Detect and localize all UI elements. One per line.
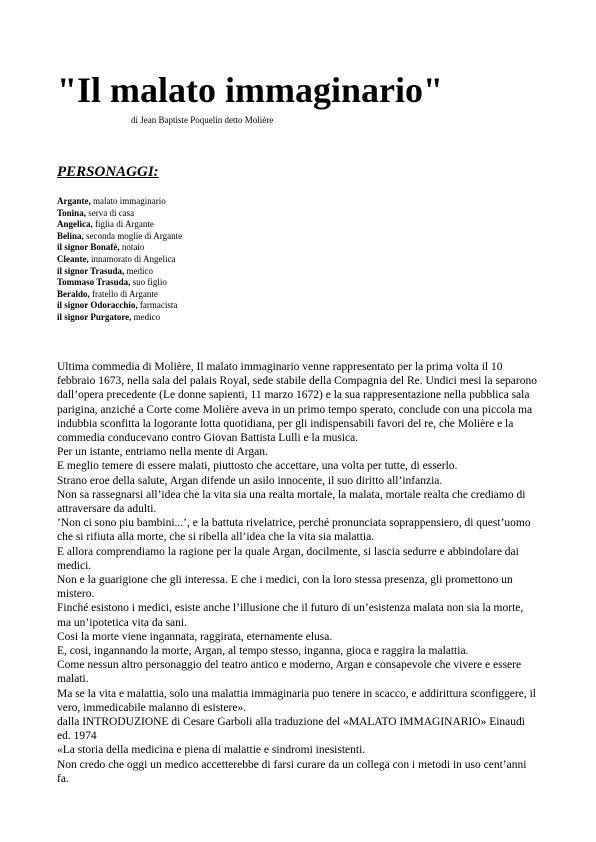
character-role: malato immaginario [90, 196, 166, 206]
character-item [57, 289, 182, 301]
body-paragraph: Per un istante, entriamo nella mente di Argan. [57, 446, 268, 459]
character-item [57, 277, 182, 289]
character-role: farmacista [137, 300, 178, 311]
body-paragraph: Non e la guarigione che gli interessa. E che i medici, con la loro stessa presenza, gli promettono un mistero. [57, 574, 513, 601]
character-role: notaio [119, 242, 145, 253]
character-name: il signor Odoracchio, [57, 300, 138, 311]
character-name: Cleante, [57, 253, 89, 264]
body-paragraph: Ultima commedia di Molière, Il malato immaginario venne rappresentato per la prima volta il 10 febbraio 1673, nella sala del palais Royal, sede stabile della Compagnia del Re. Undici mesi la separono dall’opera precedente (Le donne sapienti, 11 marzo 1672) e la sua rappresentazione nella pubblica sala parigina, anziché a Corte come Molière aveva in un primo tempo sperato, conclude con una piccola ma indubbia sconfitta la logorante lotta quotidiana, per gli indispensabili favori del re, che Molière e la commedia conducevano contro Giovan Battista Lulli e la musica. [57, 361, 537, 445]
character-name: il signor Bonafè, [57, 242, 120, 253]
character-name: Angelica, [57, 219, 93, 230]
character-name: Tonina, [57, 207, 86, 218]
character-role: innamorato di Angelica [88, 253, 176, 264]
body-paragraph: Ma se la vita e malattia, solo una malattia immaginaria puo tenere in scacco, e addirittura sconfiggere, il vero, immedicabile malanno di esistere». [57, 687, 536, 714]
character-name: Beraldo, [57, 288, 90, 299]
body-paragraph: Come nessun altro personaggio del teatro antico e moderno, Argan e consapevole che vivere e essere malati. [57, 659, 522, 686]
body-paragraph: Finché esistono i medici, esiste anche l’illusione che il futuro di un’esistenza malata non sia la morte, ma un’ipotetica vita da sani. [57, 602, 524, 629]
body-paragraph: ’Non ci sono piu bambini...’, e la battuta rivelatrice, perché pronunciata soprappensiero, di quest’uomo che si rifiuta alla morte, che si ribella all’idea che la vita sia malattia. [57, 517, 531, 544]
character-role: medico [131, 311, 161, 322]
character-name: Tommaso Trasuda, [57, 277, 131, 288]
character-item [57, 219, 182, 231]
characters-list [57, 196, 182, 324]
character-role: suo figlio [130, 277, 167, 288]
characters-heading: PERSONAGGI: [57, 164, 159, 180]
character-item [57, 300, 182, 312]
body-paragraph: «La storia della medicina e piena di malattie e sindromi inesistenti. [57, 744, 366, 757]
body-paragraph: E, cosi, ingannando la morte, Argan, al tempo stesso, inganna, gioca e raggira la malattia. [57, 645, 469, 658]
character-name: il signor Trasuda, [57, 265, 125, 276]
introduction-text [57, 360, 537, 786]
body-paragraph: Cosi la morte viene ingannata, raggirata, eternamente elusa. [57, 630, 333, 643]
character-role: seconda moglie di Argante [83, 230, 183, 241]
character-item [57, 231, 182, 243]
author-subtitle: di Jean Baptiste Poquelin detto Molière [131, 115, 274, 125]
document-title: "Il malato immaginario" [57, 70, 443, 110]
source-citation: dalla INTRODUZIONE di Cesare Garboli alla traduzione del «MALATO IMMAGINARIO» Einaudi ed. 1974 [57, 716, 525, 743]
character-name: il signor Purgatore, [57, 311, 132, 322]
character-role: serva di casa [85, 207, 135, 218]
character-item [57, 312, 182, 324]
character-item [57, 266, 182, 278]
character-role: medico [124, 265, 154, 276]
character-name: Argante, [57, 196, 91, 206]
character-item [57, 254, 182, 266]
character-item [57, 196, 182, 208]
character-role: fratello di Argante [89, 288, 158, 299]
body-paragraph: Non sa rassegnarsi all’idea che la vita sia una realta mortale, la malata, mortale realta che crediamo di attraversare da adulti. [57, 488, 526, 516]
body-paragraph: Strano eroe della salute, Argan difende un asilo innocente, il suo diritto all’infanzia. [57, 474, 443, 487]
body-paragraph: Non credo che oggi un medico accetterebbe di farsi curare da un collega con i metodi in uso cent’anni fa. [57, 758, 527, 785]
character-name: Belina, [57, 230, 84, 241]
character-item [57, 208, 182, 220]
body-paragraph: E allora comprendiamo la ragione per la quale Argan, docilmente, si lascia sedurre e abbindolare dai medici. [57, 545, 519, 572]
character-item [57, 242, 182, 254]
body-paragraph: E meglio temere di essere malati, piuttosto che accettare, una volta per tutte, di esserlo. [57, 460, 458, 473]
character-role: figlia di Argante [92, 219, 154, 230]
